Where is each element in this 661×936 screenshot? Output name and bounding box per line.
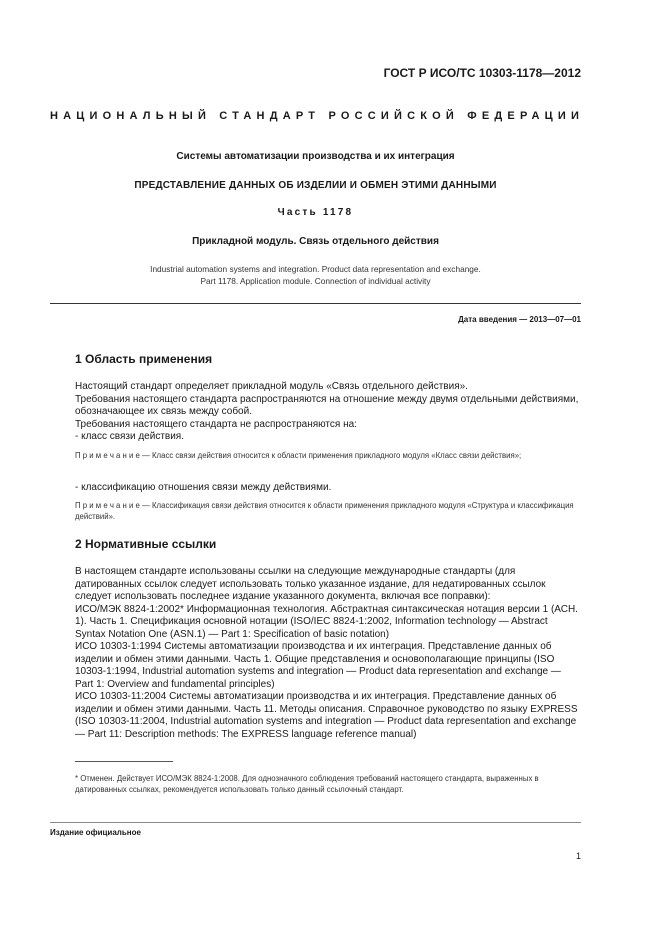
section-1-body [75,381,581,444]
english-title [50,263,581,287]
title-divider [50,303,581,304]
section-2-reference: ИСО 10303-1:1994 Системы автоматизации производства и их интеграция. Представление данных об изделии и обмен этими данными. Часть 1. Общие представления и основополагающие принципы (ISO 10303-1:1994, Industrial automation systems and integration — Product data representation and exchange — Part 1: Overview and fundamental principles) [75,641,561,690]
national-standard-banner: НАЦИОНАЛЬНЫЙ СТАНДАРТ РОССИЙСКОЙ ФЕДЕРАЦИИ [50,110,585,122]
section-2-body [75,566,581,741]
footer-divider [50,822,581,823]
main-title: ПРЕДСТАВЛЕНИЕ ДАННЫХ ОБ ИЗДЕЛИИ И ОБМЕН ЭТИМИ ДАННЫМИ [134,180,497,191]
section-2-reference: ИСО/МЭК 8824-1:2002* Информационная технология. Абстрактная синтаксическая нотация версии 1 (АСН. 1). Часть 1. Спецификация основной нотации (ISO/IEC 8824-1:2002, Information technology — Abstract Syntax Notation One (ASN.1) — Part 1: Specification of basic notation) [75,603,578,640]
section-1-paragraph: Настоящий стандарт определяет прикладной модуль «Связь отдельного действия». [75,381,468,392]
page-number: 1 [575,851,581,861]
edition-label: Издание официальное [50,828,141,837]
english-title-line-2: Part 1178. Application module. Connection of individual activity [200,276,431,286]
module-title: Прикладной модуль. Связь отдельного действия [192,236,439,247]
footnote-divider [75,761,173,762]
introduction-date: Дата введения — 2013—07—01 [458,315,581,324]
document-code: ГОСТ Р ИСО/ТС 10303-1178—2012 [383,66,581,80]
section-2-reference: ИСО 10303-11:2004 Системы автоматизации производства и их интеграция. Представление данных об изделии и обмен этими данными. Часть 11. Методы описания. Справочное руководство по языку EXPRESS (ISO 10303-11:2004, Industrial automation systems and integration — Product data representation and exchange — Part 11: Description methods: The EXPRESS language reference manual) [75,691,578,740]
section-1-note-1: П р и м е ч а н и е — Класс связи действия относится к области применения прикладного модуля «Класс связи действия»; [75,451,522,460]
section-1-note-2: П р и м е ч а н и е — Классификация связи действия относится к области применения прикладного модуля «Структура и классификация действий». [75,501,574,521]
series-title: Системы автоматизации производства и их интеграция [176,151,455,162]
section-1-paragraph: Требования настоящего стандарта не распространяются на: [75,418,357,430]
section-1-dash-item-2: - классификацию отношения связи между действиями. [75,482,332,493]
section-1-heading: 1 Область применения [75,352,213,366]
section-2-paragraph: В настоящем стандарте использованы ссылки на следующие международные стандарты (для датированных ссылок следует использовать только указанное издание, для недатированных ссылок следует использовать последнее издание указанного документа, включая все поправки): [75,566,546,602]
part-title: Часть 1178 [277,207,354,218]
section-1-dash-item: - класс связи действия. [75,431,184,442]
footnote: * Отменен. Действует ИСО/МЭК 8824-1:2008. Для однозначного соблюдения требований настоящего стандарта, выраженных в датированных ссылках, рекомендуется использовать только данный ссылочный стандарт. [75,774,539,794]
section-1-paragraph: Требования настоящего стандарта распространяются на отношение между двумя отдельными действиями, обозначающее их связь между собой. [75,393,579,417]
section-2-heading: 2 Нормативные ссылки [75,537,217,551]
english-title-line-1: Industrial automation systems and integration. Product data representation and exchange. [150,264,481,274]
